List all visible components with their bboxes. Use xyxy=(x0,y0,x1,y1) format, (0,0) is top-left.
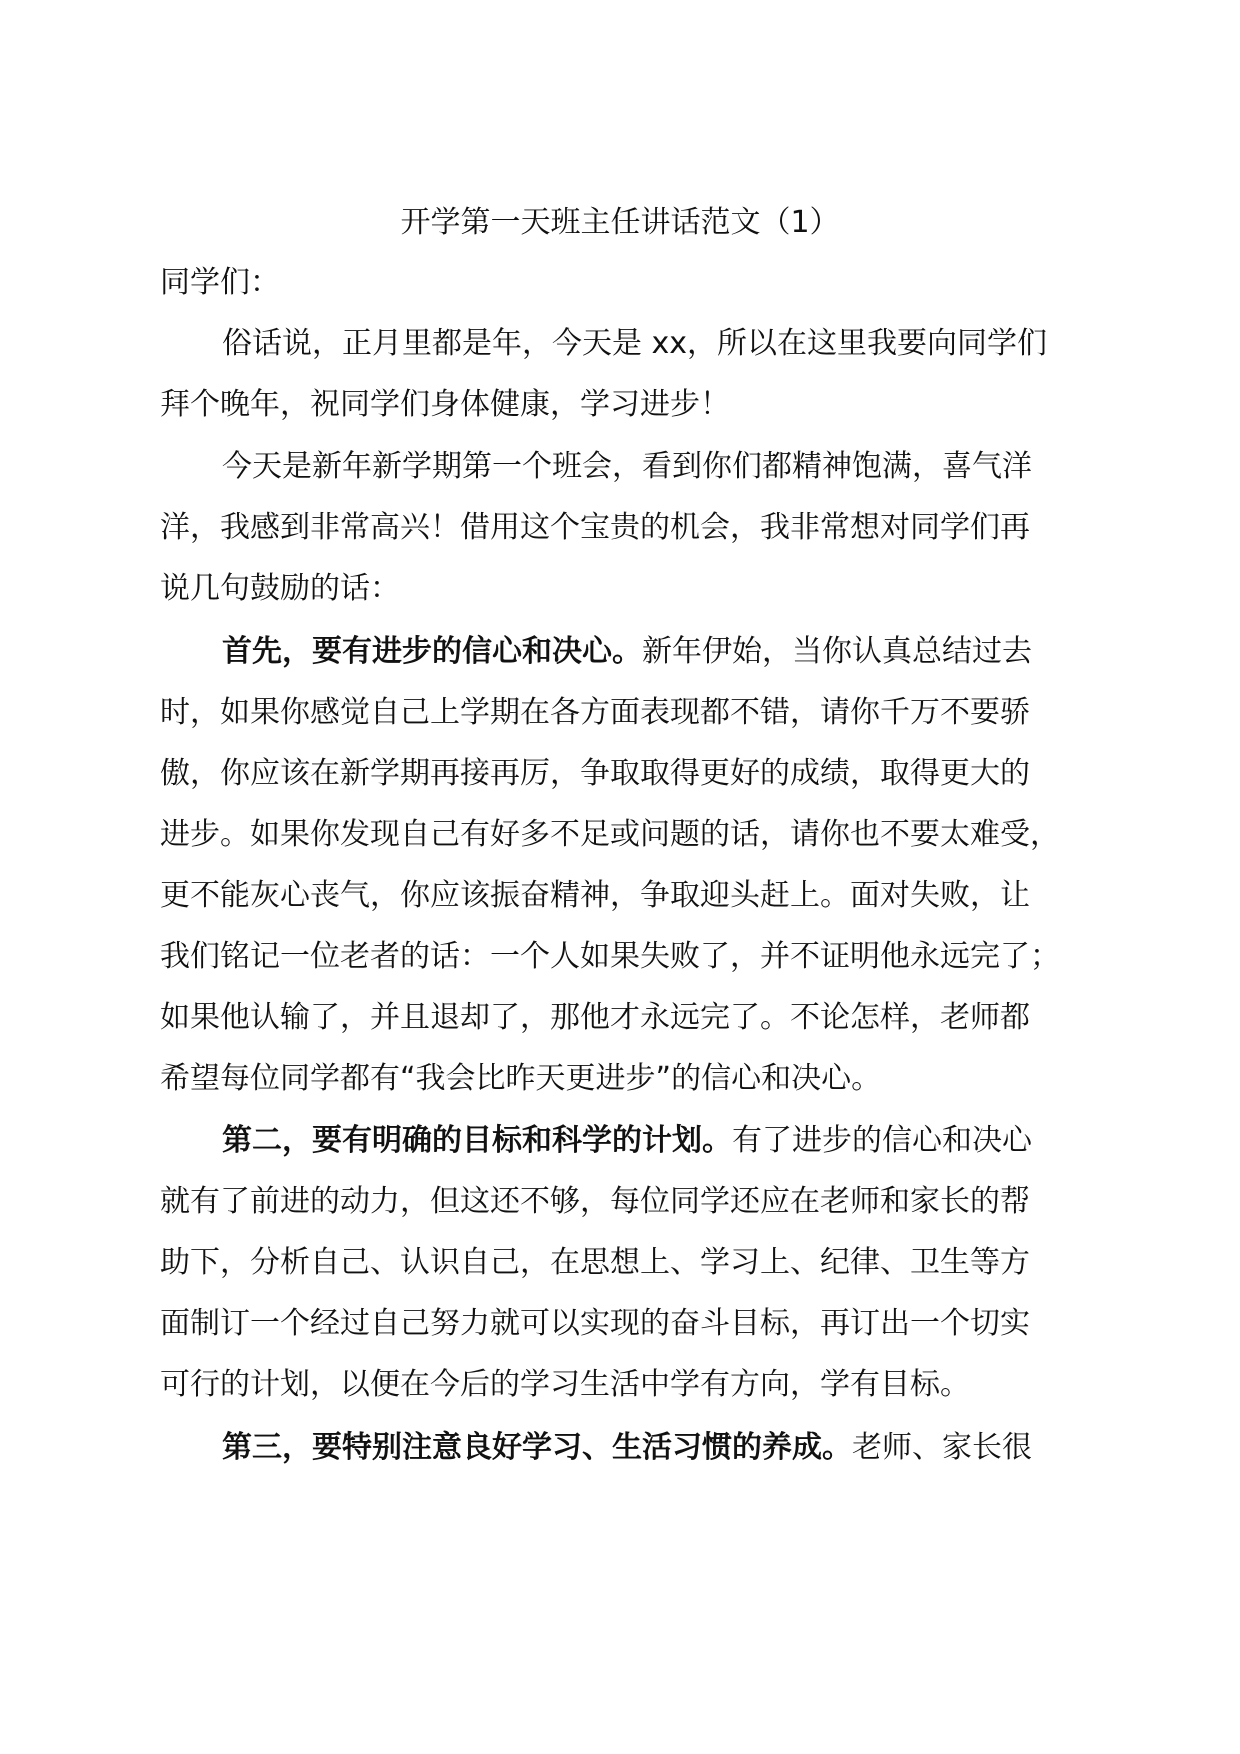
paragraph-2-line-2: 洋，我感到非常高兴！借用这个宝贵的机会，我非常想对同学们再 xyxy=(160,510,1030,545)
paragraph-4-line-4: 面制订一个经过自己努力就可以实现的奋斗目标，再订出一个切实 xyxy=(160,1306,1030,1341)
paragraph-3-text: 新年伊始，当你认真总结过去 xyxy=(642,634,1032,669)
paragraph-5-heading: 第三，要特别注意良好学习、生活习惯的养成。 xyxy=(222,1430,852,1465)
paragraph-3-line-1 xyxy=(222,632,1032,672)
paragraph-4-heading: 第二，要有明确的目标和科学的计划。 xyxy=(222,1123,732,1158)
paragraph-1-line-1: 俗话说，正月里都是年，今天是 xx，所以在这里我要向同学们 xyxy=(222,326,1048,361)
paragraph-3-line-3: 傲，你应该在新学期再接再厉，争取取得更好的成绩，取得更大的 xyxy=(160,756,1030,791)
paragraph-4-text: 有了进步的信心和决心 xyxy=(732,1123,1032,1158)
paragraph-5-line-1 xyxy=(222,1428,1032,1468)
paragraph-3-line-4: 进步。如果你发现自己有好多不足或问题的话，请你也不要太难受， xyxy=(160,817,1060,852)
salutation: 同学们： xyxy=(160,265,280,300)
paragraph-3-heading: 首先，要有进步的信心和决心。 xyxy=(222,634,642,669)
paragraph-3-line-6: 我们铭记一位老者的话：一个人如果失败了，并不证明他永远完了； xyxy=(160,939,1060,974)
paragraph-4-line-1 xyxy=(222,1121,1032,1161)
paragraph-2-line-1: 今天是新年新学期第一个班会，看到你们都精神饱满，喜气洋 xyxy=(222,449,1032,484)
paragraph-4-line-2: 就有了前进的动力，但这还不够，每位同学还应在老师和家长的帮 xyxy=(160,1184,1030,1219)
paragraph-2-line-3: 说几句鼓励的话： xyxy=(160,571,400,606)
paragraph-3-line-5: 更不能灰心丧气，你应该振奋精神，争取迎头赶上。面对失败，让 xyxy=(160,878,1030,913)
paragraph-3-line-8: 希望每位同学都有“我会比昨天更进步”的信心和决心。 xyxy=(160,1061,882,1096)
paragraph-3-line-7: 如果他认输了，并且退却了，那他才永远完了。不论怎样，老师都 xyxy=(160,1000,1030,1035)
paragraph-4-line-3: 助下，分析自己、认识自己，在思想上、学习上、纪律、卫生等方 xyxy=(160,1245,1030,1280)
paragraph-5-text: 老师、家长很 xyxy=(852,1430,1032,1465)
document-title: 开学第一天班主任讲话范文（1） xyxy=(400,205,840,240)
paragraph-4-line-5: 可行的计划，以便在今后的学习生活中学有方向，学有目标。 xyxy=(160,1367,970,1402)
paragraph-3-line-2: 时，如果你感觉自己上学期在各方面表现都不错，请你千万不要骄 xyxy=(160,695,1030,730)
paragraph-1-line-2: 拜个晚年，祝同学们身体健康，学习进步！ xyxy=(160,387,730,422)
